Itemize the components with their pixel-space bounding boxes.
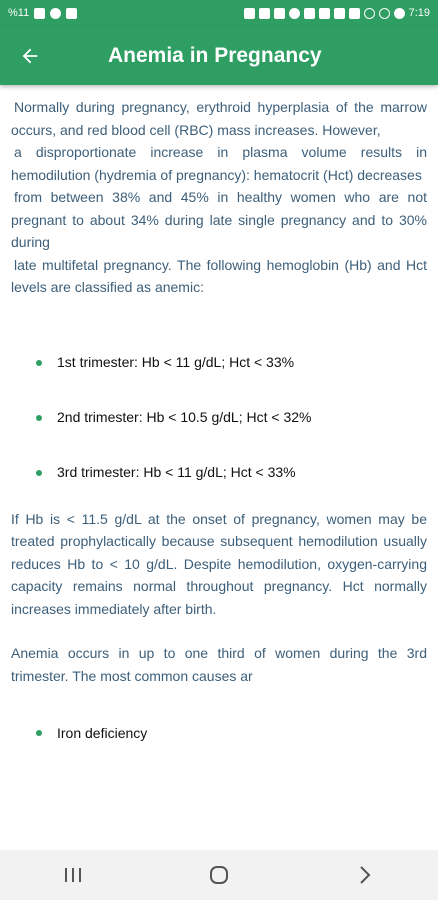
system-nav-bar bbox=[0, 850, 438, 900]
recents-button[interactable] bbox=[43, 855, 103, 895]
causes-list bbox=[0, 705, 438, 760]
app-bar bbox=[0, 26, 438, 85]
bullet-icon bbox=[36, 360, 42, 366]
list-item-text: 1st trimester: Hb < 11 g/dL; Hct < 33% bbox=[57, 354, 295, 370]
battery-percent: %11 bbox=[8, 7, 30, 19]
list-item bbox=[0, 705, 438, 760]
circle-icon bbox=[364, 8, 375, 19]
home-icon bbox=[208, 864, 230, 886]
list-item-text: Iron deficiency bbox=[57, 724, 148, 741]
clock: 7:19 bbox=[408, 7, 430, 19]
status-right bbox=[244, 7, 430, 19]
page-title: Anemia in Pregnancy bbox=[108, 43, 322, 67]
intro-line: from between 38% and 45% in healthy women who are not pregnant to about 34% during late single pregnancy and to 30% during bbox=[11, 189, 427, 250]
intro-line: late multifetal pregnancy. The following hemoglobin (Hb) and Hct levels are classified as anemic: bbox=[11, 256, 427, 295]
article-content bbox=[0, 95, 438, 850]
list-item bbox=[0, 445, 438, 500]
list-item bbox=[0, 390, 438, 445]
gallery-icon bbox=[259, 8, 270, 19]
arrow-left-icon bbox=[19, 45, 41, 67]
list-item-text: 3rd trimester: Hb < 11 g/dL; Hct < 33% bbox=[57, 464, 296, 480]
recents-icon bbox=[63, 866, 83, 884]
notification-icon bbox=[244, 8, 255, 19]
chevron-right-icon bbox=[357, 864, 373, 886]
bullet-icon bbox=[36, 470, 42, 476]
vpn-icon bbox=[289, 8, 300, 19]
home-button[interactable] bbox=[189, 855, 249, 895]
causes-paragraph: Anemia occurs in up to one third of women during the 3rd trimester. The most common causes ar bbox=[11, 645, 427, 684]
whatsapp-icon bbox=[394, 8, 405, 19]
bullet-icon bbox=[36, 730, 42, 736]
list-item bbox=[0, 335, 438, 390]
youtube-icon bbox=[304, 8, 315, 19]
status-bar bbox=[0, 0, 438, 26]
telegram-icon bbox=[349, 8, 360, 19]
intro-paragraph bbox=[0, 96, 438, 299]
anemia-criteria-list bbox=[0, 335, 438, 500]
hb-paragraph: If Hb is < 11.5 g/dL at the onset of pregnancy, women may be treated prophylactically because subsequent hemodilution usually reduces Hb to < 10 g/dL. Despite hemodilution, oxygen-carrying capacity remains normal throughout pregnancy. Hct normally increases immediately after birth. bbox=[11, 510, 427, 617]
bullet-icon bbox=[36, 415, 42, 421]
list-item-text: 2nd trimester: Hb < 10.5 g/dL; Hct < 32% bbox=[57, 409, 312, 425]
app-icon bbox=[334, 8, 345, 19]
back-nav-button[interactable] bbox=[335, 855, 395, 895]
app-icon bbox=[274, 8, 285, 19]
wifi-icon bbox=[50, 8, 61, 19]
status-left bbox=[8, 7, 77, 19]
app-icon bbox=[319, 8, 330, 19]
intro-line: a disproportionate increase in plasma volume results in hemodilution (hydremia of pregnancy): hematocrit (Hct) decreases bbox=[11, 144, 427, 183]
signal-icon bbox=[34, 8, 45, 19]
intro-line: Normally during pregnancy, erythroid hyperplasia of the marrow occurs, and red blood cell (RBC) mass increases. However, bbox=[11, 99, 427, 138]
back-button[interactable] bbox=[0, 26, 60, 85]
circle-icon bbox=[379, 8, 390, 19]
alarm-icon bbox=[66, 8, 77, 19]
